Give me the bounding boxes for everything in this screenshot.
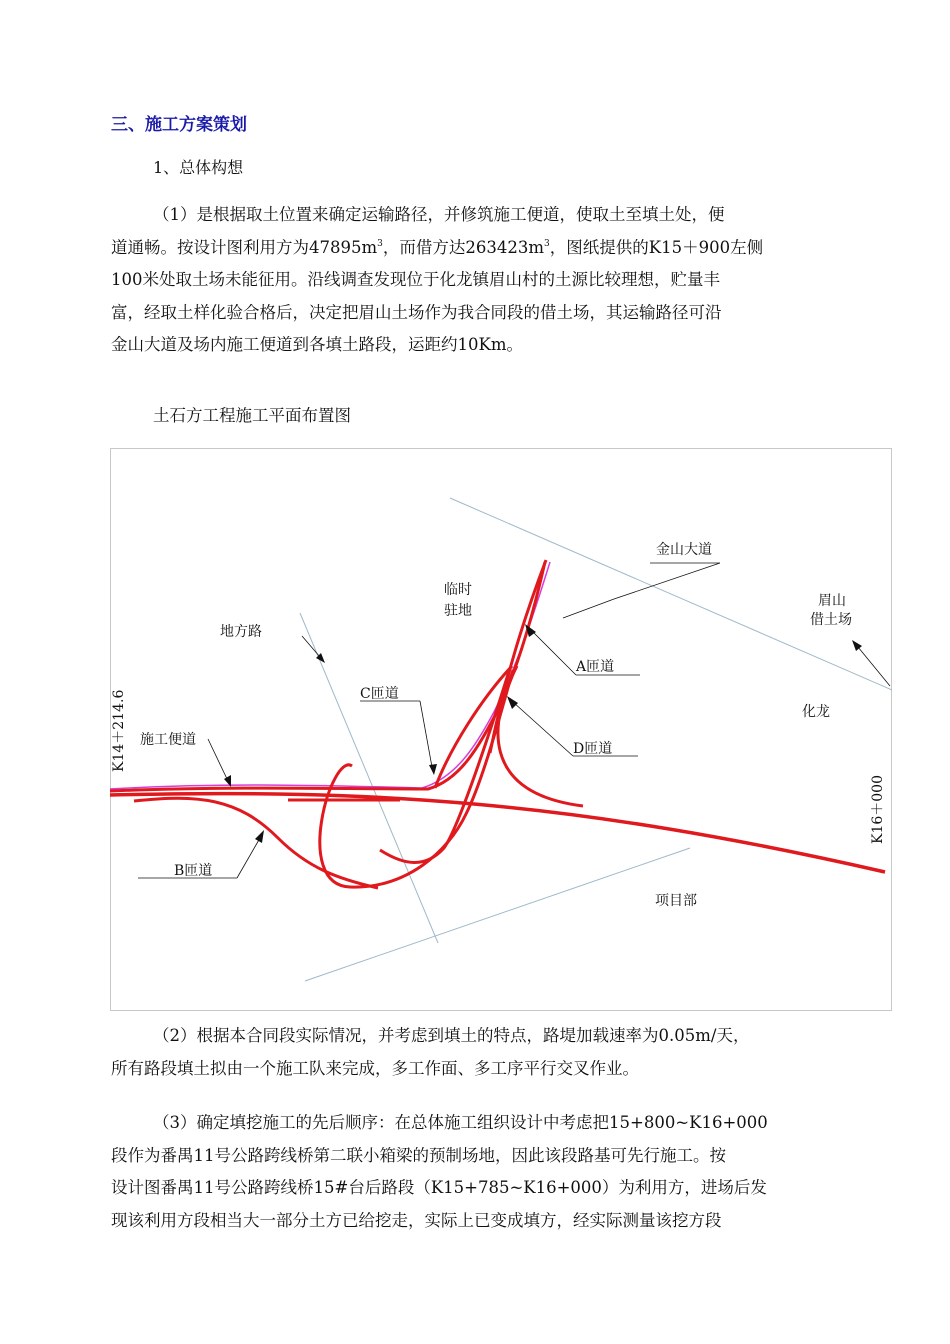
- label-temp-camp-1: 临时: [444, 582, 472, 598]
- paragraph-3: [111, 1107, 861, 1237]
- para1-line2-a: 道通畅。按设计图利用方为47895m: [111, 237, 378, 257]
- para3-line1: （3）确定填挖施工的先后顺序：在总体施工组织设计中考虑把15+800~K16+000: [153, 1113, 768, 1132]
- para2-line1: （2）根据本合同段实际情况，并考虑到填土的特点，路堤加载速率为0.05m/天，: [153, 1026, 750, 1045]
- section-heading: 三、施工方案策划: [111, 115, 247, 135]
- figure-border: [111, 449, 892, 1011]
- label-project-dept: 项目部: [655, 893, 697, 909]
- para1-line2: [111, 232, 861, 265]
- subheading: 1、总体构想: [153, 158, 244, 177]
- label-construction-road: 施工便道: [140, 732, 196, 748]
- label-local-road: 地方路: [220, 624, 262, 640]
- site-layout-figure: [110, 448, 892, 1011]
- figure-caption: 土石方工程施工平面布置图: [153, 406, 351, 425]
- label-ramp-c: C匝道: [360, 686, 399, 702]
- label-station-k14: K14＋214.6: [111, 689, 127, 772]
- paragraph-2: [111, 1020, 861, 1085]
- label-temp-camp-2: 驻地: [444, 603, 472, 619]
- para2-line2: 所有路段填土拟由一个施工队来完成，多工作面、多工序平行交叉作业。: [111, 1058, 639, 1078]
- label-ramp-b: B匝道: [174, 863, 213, 879]
- unit-superscript: 3: [544, 238, 550, 249]
- label-jinshan-avenue: 金山大道: [656, 542, 712, 558]
- para3-line2: 段作为番禺11号公路跨线桥第二联小箱梁的预制场地，因此该段路基可先行施工。按: [111, 1145, 726, 1165]
- para1-line2-b: ，而借方达263423m: [382, 237, 545, 257]
- unit-superscript: 3: [377, 238, 383, 249]
- label-borrow-pit-2: 借土场: [810, 612, 852, 628]
- label-hualong: 化龙: [802, 704, 830, 720]
- site-layout-diagram: [110, 448, 892, 1011]
- para1-line2-c: ，图纸提供的K15＋900左侧: [549, 237, 764, 257]
- para1-line5: 金山大道及场内施工便道到各填土路段，运距约10Km。: [111, 335, 523, 354]
- label-station-k16: K16＋000: [870, 775, 886, 844]
- para3-line4: 现该利用方段相当大一部分土方已给挖走，实际上已变成填方，经实际测量该挖方段: [111, 1210, 722, 1230]
- label-borrow-pit-1: 眉山: [818, 593, 846, 609]
- paragraph-1: [111, 199, 861, 362]
- label-ramp-a: A匝道: [576, 659, 615, 675]
- para1-line3: 100米处取土场未能征用。沿线调查发现位于化龙镇眉山村的土源比较理想，贮量丰: [111, 270, 720, 289]
- para3-line3: 设计图番禺11号公路跨线桥15#台后路段（K15+785~K16+000）为利用方，进场后发: [111, 1178, 767, 1197]
- para1-line1: （1）是根据取土位置来确定运输路径，并修筑施工便道，使取土至填土处，便: [153, 205, 725, 224]
- label-ramp-d: D匝道: [573, 741, 613, 757]
- para1-line4: 富，经取土样化验合格后，决定把眉山土场作为我合同段的借土场，其运输路径可沿: [111, 302, 722, 322]
